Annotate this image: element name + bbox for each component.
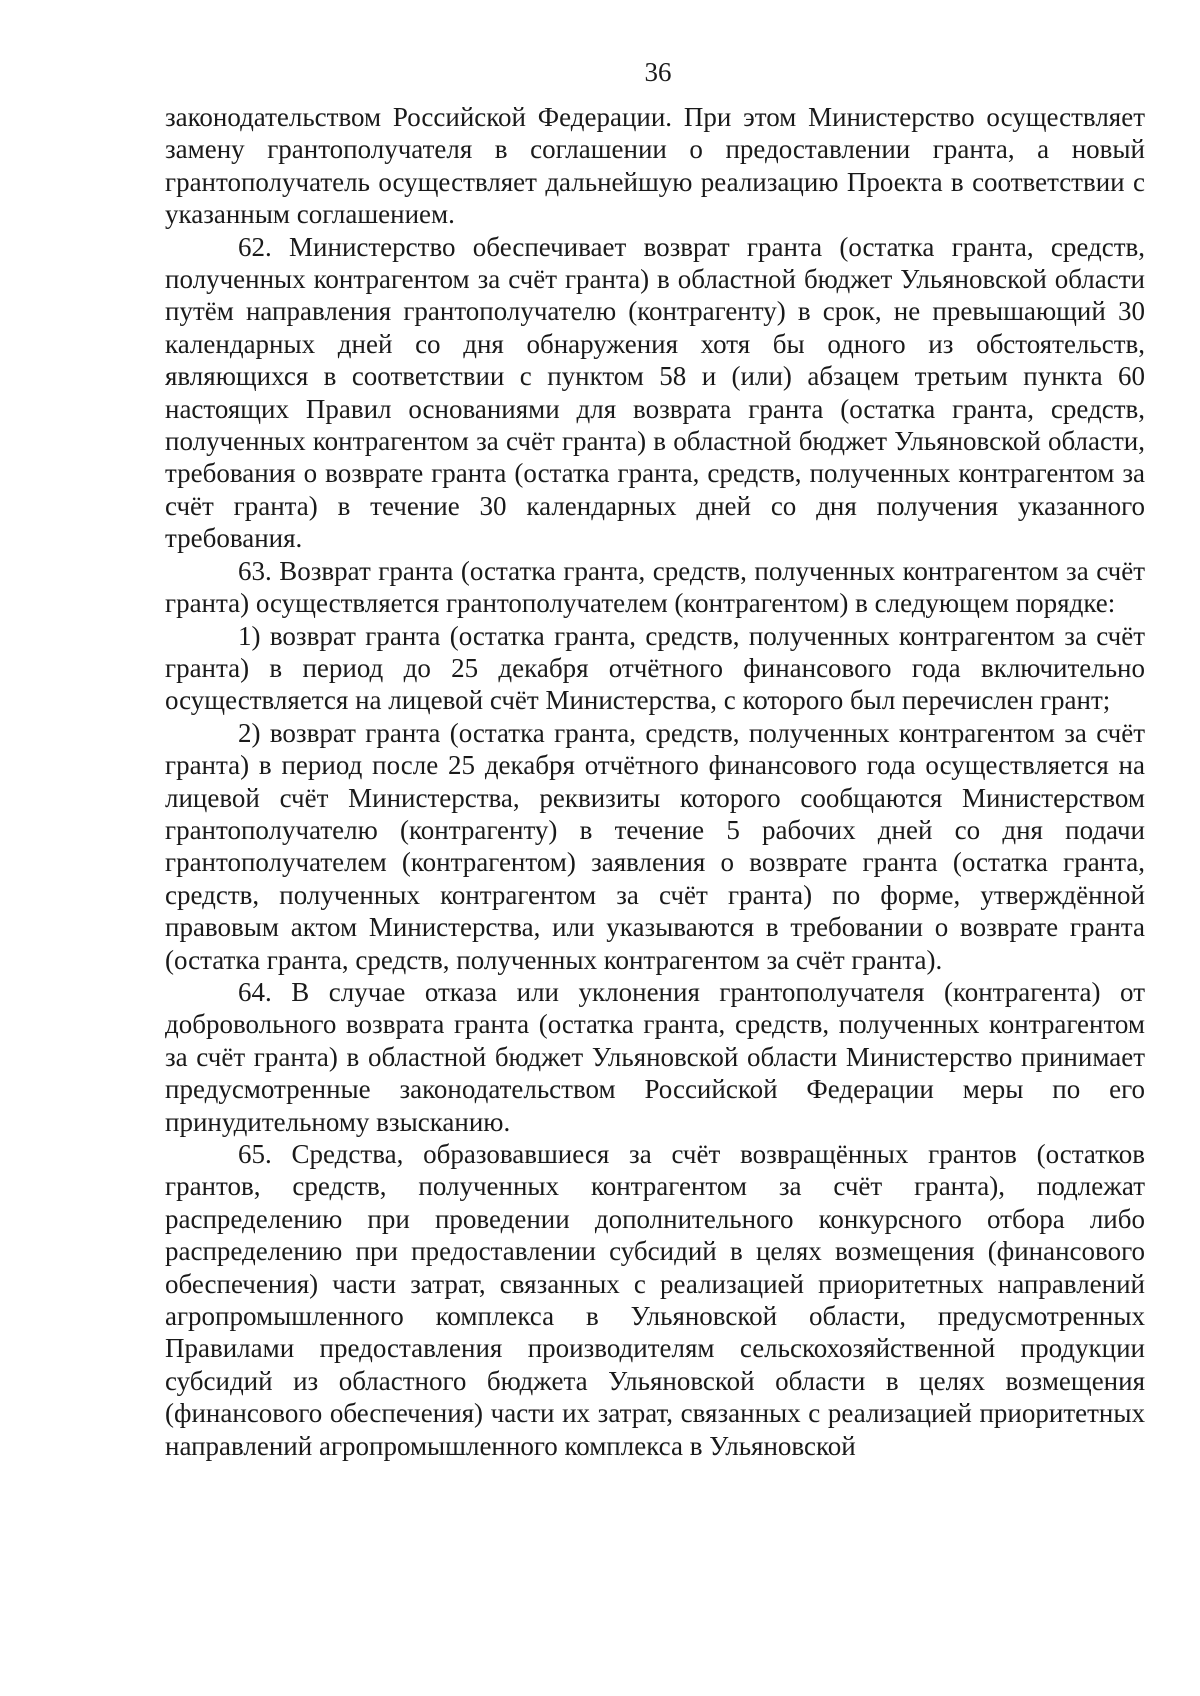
paragraph-63-item-1: 1) возврат гранта (остатка гранта, средств, полученных контрагентом за счёт гранта) в период до 25 декабря отчётного финансового года включительно осуществляется на лицевой счёт Министерства, с которого был перечислен грант;: [165, 620, 1145, 716]
document-body: [165, 101, 1145, 1462]
page-number: 36: [644, 57, 672, 87]
paragraph-63: 63. Возврат гранта (остатка гранта, средств, полученных контрагентом за счёт гранта) осуществляется грантополучателем (контрагентом) в следующем порядке:: [165, 555, 1145, 619]
paragraph-continuation: законодательством Российской Федерации. При этом Министерство осуществляет замену грантополучателя в соглашении о предоставлении гранта, а новый грантополучатель осуществляет дальнейшую реализацию Проекта в соответствии с указанным соглашением.: [165, 102, 1145, 230]
paragraph-65: 65. Средства, образовавшиеся за счёт возвращённых грантов (остатков грантов, средств, полученных контрагентом за счёт гранта), подлежат распределению при проведении дополнительного конкурсного отбора либо распределению при предоставлении субсидий в целях возмещения (финансового обеспечения) части затрат, связанных с реализацией приоритетных направлений агропромышленного комплекса в Ульяновской области, предусмотренных Правилами предоставления производителям сельскохозяйственной продукции субсидий из областного бюджета Ульяновской области в целях возмещения (финансового обеспечения) части их затрат, связанных с реализацией приоритетных направлений агропромышленного комплекса в Ульяновской: [165, 1139, 1145, 1461]
paragraph-64: 64. В случае отказа или уклонения грантополучателя (контрагента) от добровольного возврата гранта (остатка гранта, средств, полученных контрагентом за счёт гранта) в областной бюджет Ульяновской области Министерство принимает предусмотренные законодательством Российской Федерации меры по его принудительному взысканию.: [165, 976, 1145, 1137]
paragraph-63-item-2: 2) возврат гранта (остатка гранта, средств, полученных контрагентом за счёт гранта) в период после 25 декабря отчётного финансового года осуществляется на лицевой счёт Министерства, реквизиты которого сообщаются Министерством грантополучателю (контрагенту) в течение 5 рабочих дней со дня подачи грантополучателем (контрагентом) заявления о возврате гранта (остатка гранта, средств, полученных контрагентом за счёт гранта) по форме, утверждённой правовым актом Министерства, или указываются в требовании о возврате гранта (остатка гранта, средств, полученных контрагентом за счёт гранта).: [165, 717, 1145, 975]
paragraph-62: 62. Министерство обеспечивает возврат гранта (остатка гранта, средств, полученных контрагентом за счёт гранта) в областной бюджет Ульяновской области путём направления грантополучателю (контрагенту) в срок, не превышающий 30 календарных дней со дня обнаружения хотя бы одного из обстоятельств, являющихся в соответствии с пунктом 58 и (или) абзацем третьим пункта 60 настоящих Правил основаниями для возврата гранта (остатка гранта, средств, полученных контрагентом за счёт гранта) в областной бюджет Ульяновской области, требования о возврате гранта (остатка гранта, средств, полученных контрагентом за счёт гранта) в течение 30 календарных дней со дня получения указанного требования.: [165, 231, 1145, 554]
